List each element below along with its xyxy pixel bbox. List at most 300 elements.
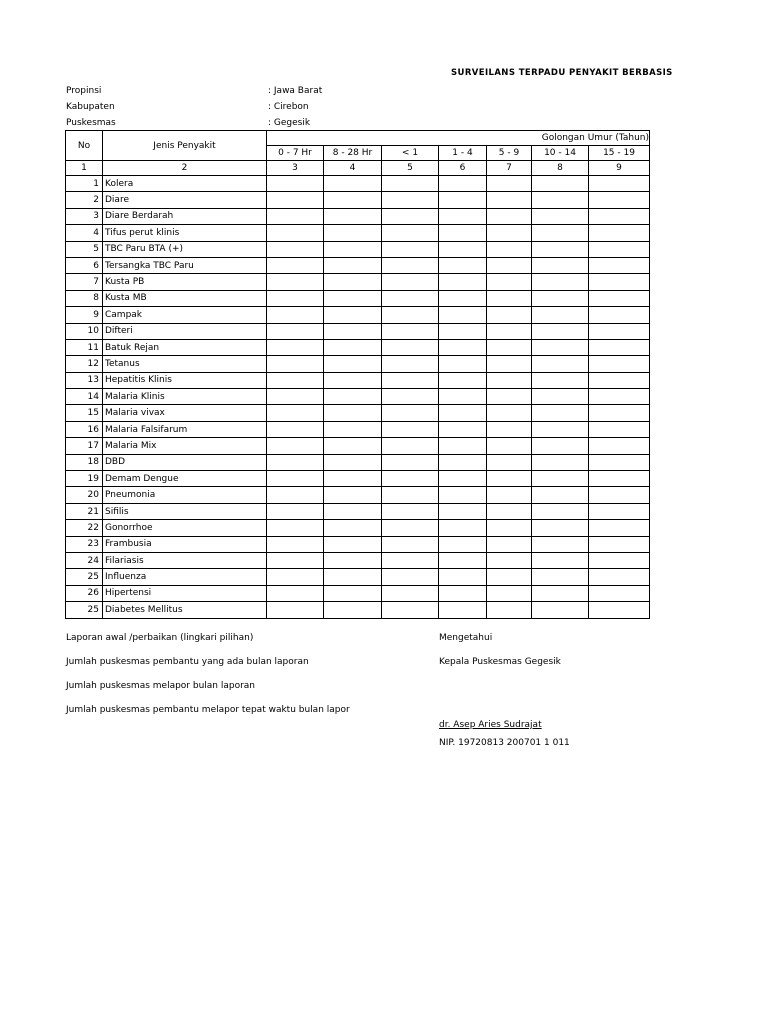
count-cell	[589, 520, 650, 536]
count-cell	[439, 421, 487, 437]
count-cell	[267, 290, 324, 306]
disease-name: Kolera	[103, 176, 267, 192]
disease-table	[65, 130, 650, 619]
footer-reporting-puskesmas: Jumlah puskesmas melapor bulan laporan	[66, 681, 256, 691]
count-cell	[439, 389, 487, 405]
count-cell	[532, 389, 589, 405]
count-cell	[589, 208, 650, 224]
table-row	[66, 421, 650, 437]
row-number: 4	[66, 225, 103, 241]
count-cell	[589, 602, 650, 618]
count-cell	[487, 536, 532, 552]
count-cell	[267, 323, 324, 339]
count-cell	[324, 208, 382, 224]
disease-name: Hepatitis Klinis	[103, 372, 267, 388]
disease-name: Hipertensi	[103, 585, 267, 601]
count-cell	[324, 405, 382, 421]
count-cell	[267, 339, 324, 355]
count-cell	[532, 438, 589, 454]
count-cell	[382, 602, 439, 618]
count-cell	[589, 389, 650, 405]
table-row	[66, 552, 650, 568]
disease-name: Sifilis	[103, 503, 267, 519]
count-cell	[324, 372, 382, 388]
count-cell	[487, 274, 532, 290]
count-cell	[382, 257, 439, 273]
count-cell	[324, 241, 382, 257]
disease-name: Gonorrhoe	[103, 520, 267, 536]
column-number: 5	[382, 161, 439, 176]
row-number: 2	[66, 192, 103, 208]
count-cell	[487, 454, 532, 470]
table-row	[66, 454, 650, 470]
count-cell	[267, 602, 324, 618]
count-cell	[589, 192, 650, 208]
meta-label-propinsi: Propinsi	[66, 86, 102, 96]
count-cell	[324, 290, 382, 306]
count-cell	[487, 192, 532, 208]
count-cell	[382, 487, 439, 503]
count-cell	[589, 290, 650, 306]
count-cell	[267, 438, 324, 454]
row-number: 8	[66, 290, 103, 306]
count-cell	[487, 503, 532, 519]
table-row	[66, 307, 650, 323]
count-cell	[589, 503, 650, 519]
disease-name: Filariasis	[103, 552, 267, 568]
count-cell	[267, 503, 324, 519]
meta-value-puskesmas: : Gegesik	[268, 118, 311, 128]
count-cell	[439, 520, 487, 536]
table-row	[66, 569, 650, 585]
count-cell	[532, 257, 589, 273]
signature-position: Kepala Puskesmas Gegesik	[439, 657, 561, 667]
count-cell	[267, 536, 324, 552]
count-cell	[382, 339, 439, 355]
row-number: 21	[66, 503, 103, 519]
count-cell	[532, 503, 589, 519]
count-cell	[267, 585, 324, 601]
count-cell	[487, 602, 532, 618]
age-group-cell: 5 - 9	[487, 146, 532, 161]
row-number: 22	[66, 520, 103, 536]
signature-nip: NIP. 19720813 200701 1 011	[439, 738, 570, 748]
count-cell	[487, 520, 532, 536]
meta-value-kabupaten: : Cirebon	[268, 102, 309, 112]
row-number: 13	[66, 372, 103, 388]
count-cell	[589, 176, 650, 192]
count-cell	[589, 225, 650, 241]
count-cell	[532, 454, 589, 470]
count-cell	[267, 241, 324, 257]
count-cell	[267, 192, 324, 208]
count-cell	[589, 405, 650, 421]
count-cell	[267, 274, 324, 290]
age-group-cell: 8 - 28 Hr	[324, 146, 382, 161]
count-cell	[589, 372, 650, 388]
count-cell	[487, 208, 532, 224]
column-number: 4	[324, 161, 382, 176]
count-cell	[267, 471, 324, 487]
document-title: SURVEILANS TERPADU PENYAKIT BERBASIS	[451, 68, 673, 78]
count-cell	[324, 192, 382, 208]
count-cell	[487, 585, 532, 601]
count-cell	[439, 552, 487, 568]
count-cell	[589, 585, 650, 601]
row-number: 25	[66, 569, 103, 585]
table-row	[66, 356, 650, 372]
count-cell	[439, 503, 487, 519]
count-cell	[324, 552, 382, 568]
table-row	[66, 372, 650, 388]
count-cell	[324, 274, 382, 290]
count-cell	[487, 307, 532, 323]
table-row	[66, 520, 650, 536]
count-cell	[382, 454, 439, 470]
count-cell	[589, 307, 650, 323]
count-cell	[439, 356, 487, 372]
row-number: 25	[66, 602, 103, 618]
table-row	[66, 487, 650, 503]
count-cell	[487, 421, 532, 437]
disease-name: Diare	[103, 192, 267, 208]
count-cell	[589, 421, 650, 437]
age-group-cell: 15 - 19	[589, 146, 650, 161]
count-cell	[439, 454, 487, 470]
count-cell	[267, 257, 324, 273]
count-cell	[589, 536, 650, 552]
count-cell	[532, 552, 589, 568]
disease-name: Frambusia	[103, 536, 267, 552]
disease-name: Tifus perut klinis	[103, 225, 267, 241]
age-group-cell: 1 - 4	[439, 146, 487, 161]
count-cell	[382, 389, 439, 405]
count-cell	[324, 569, 382, 585]
table-row	[66, 339, 650, 355]
row-number: 7	[66, 274, 103, 290]
table-row	[66, 208, 650, 224]
count-cell	[324, 225, 382, 241]
count-cell	[439, 176, 487, 192]
count-cell	[487, 290, 532, 306]
count-cell	[487, 176, 532, 192]
disease-name: Pneumonia	[103, 487, 267, 503]
disease-name: Demam Dengue	[103, 471, 267, 487]
disease-name: Kusta PB	[103, 274, 267, 290]
table-row	[66, 471, 650, 487]
count-cell	[439, 307, 487, 323]
row-number: 17	[66, 438, 103, 454]
table-row	[66, 405, 650, 421]
row-number: 16	[66, 421, 103, 437]
count-cell	[439, 339, 487, 355]
count-cell	[267, 356, 324, 372]
count-cell	[324, 520, 382, 536]
count-cell	[324, 389, 382, 405]
count-cell	[439, 585, 487, 601]
count-cell	[589, 454, 650, 470]
header-disease: Jenis Penyakit	[103, 131, 267, 161]
count-cell	[267, 520, 324, 536]
count-cell	[532, 208, 589, 224]
count-cell	[439, 602, 487, 618]
count-cell	[324, 602, 382, 618]
count-cell	[439, 274, 487, 290]
count-cell	[487, 438, 532, 454]
count-cell	[382, 241, 439, 257]
count-cell	[532, 176, 589, 192]
disease-name: Campak	[103, 307, 267, 323]
disease-name: Malaria Klinis	[103, 389, 267, 405]
count-cell	[267, 372, 324, 388]
count-cell	[532, 536, 589, 552]
count-cell	[532, 520, 589, 536]
row-number: 3	[66, 208, 103, 224]
count-cell	[439, 241, 487, 257]
count-cell	[487, 569, 532, 585]
disease-name: Tetanus	[103, 356, 267, 372]
count-cell	[532, 356, 589, 372]
row-number: 20	[66, 487, 103, 503]
footer-ontime-pustu: Jumlah puskesmas pembantu melapor tepat waktu bulan lapor	[66, 705, 350, 715]
count-cell	[382, 471, 439, 487]
count-cell	[324, 585, 382, 601]
count-cell	[382, 372, 439, 388]
count-cell	[439, 257, 487, 273]
column-number: 7	[487, 161, 532, 176]
table-row	[66, 585, 650, 601]
count-cell	[324, 421, 382, 437]
row-number: 10	[66, 323, 103, 339]
count-cell	[532, 405, 589, 421]
signature-name: dr. Asep Aries Sudrajat	[439, 720, 542, 730]
count-cell	[532, 487, 589, 503]
table-row	[66, 241, 650, 257]
disease-name: Diare Berdarah	[103, 208, 267, 224]
count-cell	[589, 241, 650, 257]
disease-name: Malaria Mix	[103, 438, 267, 454]
table-row	[66, 536, 650, 552]
count-cell	[382, 192, 439, 208]
count-cell	[382, 208, 439, 224]
count-cell	[532, 471, 589, 487]
table-row	[66, 438, 650, 454]
age-group-cell: < 1	[382, 146, 439, 161]
column-number: 3	[267, 161, 324, 176]
count-cell	[487, 257, 532, 273]
count-cell	[439, 438, 487, 454]
disease-name: Difteri	[103, 323, 267, 339]
age-group-cell: 0 - 7 Hr	[267, 146, 324, 161]
count-cell	[267, 389, 324, 405]
count-cell	[382, 307, 439, 323]
count-cell	[439, 208, 487, 224]
disease-name: Malaria Falsifarum	[103, 421, 267, 437]
count-cell	[267, 208, 324, 224]
count-cell	[382, 405, 439, 421]
count-cell	[324, 323, 382, 339]
row-number: 15	[66, 405, 103, 421]
meta-label-kabupaten: Kabupaten	[66, 102, 115, 112]
row-number: 26	[66, 585, 103, 601]
count-cell	[267, 405, 324, 421]
count-cell	[589, 274, 650, 290]
count-cell	[324, 438, 382, 454]
count-cell	[382, 323, 439, 339]
disease-name: Batuk Rejan	[103, 339, 267, 355]
table-row	[66, 225, 650, 241]
count-cell	[439, 192, 487, 208]
count-cell	[267, 307, 324, 323]
count-cell	[487, 405, 532, 421]
count-cell	[532, 372, 589, 388]
footer-report-type: Laporan awal /perbaikan (lingkari pilihan)	[66, 633, 254, 643]
row-number: 6	[66, 257, 103, 273]
count-cell	[439, 405, 487, 421]
count-cell	[267, 454, 324, 470]
count-cell	[532, 225, 589, 241]
row-number: 11	[66, 339, 103, 355]
count-cell	[532, 274, 589, 290]
count-cell	[439, 290, 487, 306]
count-cell	[382, 225, 439, 241]
count-cell	[487, 356, 532, 372]
row-number: 12	[66, 356, 103, 372]
column-number: 8	[532, 161, 589, 176]
row-number: 23	[66, 536, 103, 552]
count-cell	[324, 339, 382, 355]
count-cell	[439, 487, 487, 503]
count-cell	[324, 454, 382, 470]
count-cell	[382, 274, 439, 290]
count-cell	[589, 487, 650, 503]
count-cell	[439, 569, 487, 585]
count-cell	[487, 323, 532, 339]
count-cell	[532, 569, 589, 585]
count-cell	[382, 552, 439, 568]
count-cell	[487, 471, 532, 487]
table-row	[66, 176, 650, 192]
disease-name: Influenza	[103, 569, 267, 585]
count-cell	[532, 421, 589, 437]
column-number-row	[66, 161, 650, 176]
column-number: 1	[66, 161, 103, 176]
row-number: 19	[66, 471, 103, 487]
count-cell	[487, 372, 532, 388]
count-cell	[382, 503, 439, 519]
count-cell	[324, 307, 382, 323]
count-cell	[382, 520, 439, 536]
row-number: 24	[66, 552, 103, 568]
signature-acknowledged: Mengetahui	[439, 633, 493, 643]
disease-name: DBD	[103, 454, 267, 470]
age-group-cell: 10 - 14	[532, 146, 589, 161]
count-cell	[532, 290, 589, 306]
count-cell	[589, 257, 650, 273]
count-cell	[324, 176, 382, 192]
table-row	[66, 290, 650, 306]
count-cell	[532, 307, 589, 323]
count-cell	[267, 176, 324, 192]
meta-value-propinsi: : Jawa Barat	[268, 86, 323, 96]
header-age-group: Golongan Umur (Tahun)	[267, 131, 650, 146]
table-row	[66, 602, 650, 618]
count-cell	[589, 323, 650, 339]
disease-name: Diabetes Mellitus	[103, 602, 267, 618]
count-cell	[324, 471, 382, 487]
count-cell	[589, 471, 650, 487]
row-number: 14	[66, 389, 103, 405]
row-number: 18	[66, 454, 103, 470]
disease-name: Kusta MB	[103, 290, 267, 306]
count-cell	[267, 487, 324, 503]
count-cell	[589, 356, 650, 372]
count-cell	[382, 569, 439, 585]
header-no: No	[66, 131, 103, 161]
count-cell	[589, 438, 650, 454]
row-number: 1	[66, 176, 103, 192]
count-cell	[267, 421, 324, 437]
count-cell	[267, 552, 324, 568]
disease-name: Tersangka TBC Paru	[103, 257, 267, 273]
count-cell	[382, 290, 439, 306]
count-cell	[382, 536, 439, 552]
count-cell	[324, 503, 382, 519]
disease-name: Malaria vivax	[103, 405, 267, 421]
count-cell	[382, 176, 439, 192]
meta-label-puskesmas: Puskesmas	[66, 118, 116, 128]
footer-total-pustu: Jumlah puskesmas pembantu yang ada bulan laporan	[66, 657, 309, 667]
table-row	[66, 503, 650, 519]
count-cell	[439, 372, 487, 388]
count-cell	[532, 323, 589, 339]
count-cell	[439, 471, 487, 487]
count-cell	[532, 602, 589, 618]
count-cell	[589, 339, 650, 355]
count-cell	[439, 536, 487, 552]
count-cell	[589, 552, 650, 568]
table-row	[66, 192, 650, 208]
count-cell	[487, 389, 532, 405]
row-number: 9	[66, 307, 103, 323]
count-cell	[487, 487, 532, 503]
count-cell	[324, 487, 382, 503]
count-cell	[324, 536, 382, 552]
count-cell	[439, 225, 487, 241]
count-cell	[532, 192, 589, 208]
table-row	[66, 257, 650, 273]
count-cell	[532, 339, 589, 355]
column-number: 2	[103, 161, 267, 176]
table-row	[66, 274, 650, 290]
count-cell	[324, 257, 382, 273]
count-cell	[382, 356, 439, 372]
count-cell	[487, 552, 532, 568]
count-cell	[382, 438, 439, 454]
count-cell	[267, 225, 324, 241]
disease-name: TBC Paru BTA (+)	[103, 241, 267, 257]
count-cell	[487, 241, 532, 257]
count-cell	[267, 569, 324, 585]
count-cell	[439, 323, 487, 339]
count-cell	[532, 241, 589, 257]
table-row	[66, 323, 650, 339]
count-cell	[382, 421, 439, 437]
column-number: 6	[439, 161, 487, 176]
count-cell	[487, 339, 532, 355]
column-number: 9	[589, 161, 650, 176]
count-cell	[532, 585, 589, 601]
